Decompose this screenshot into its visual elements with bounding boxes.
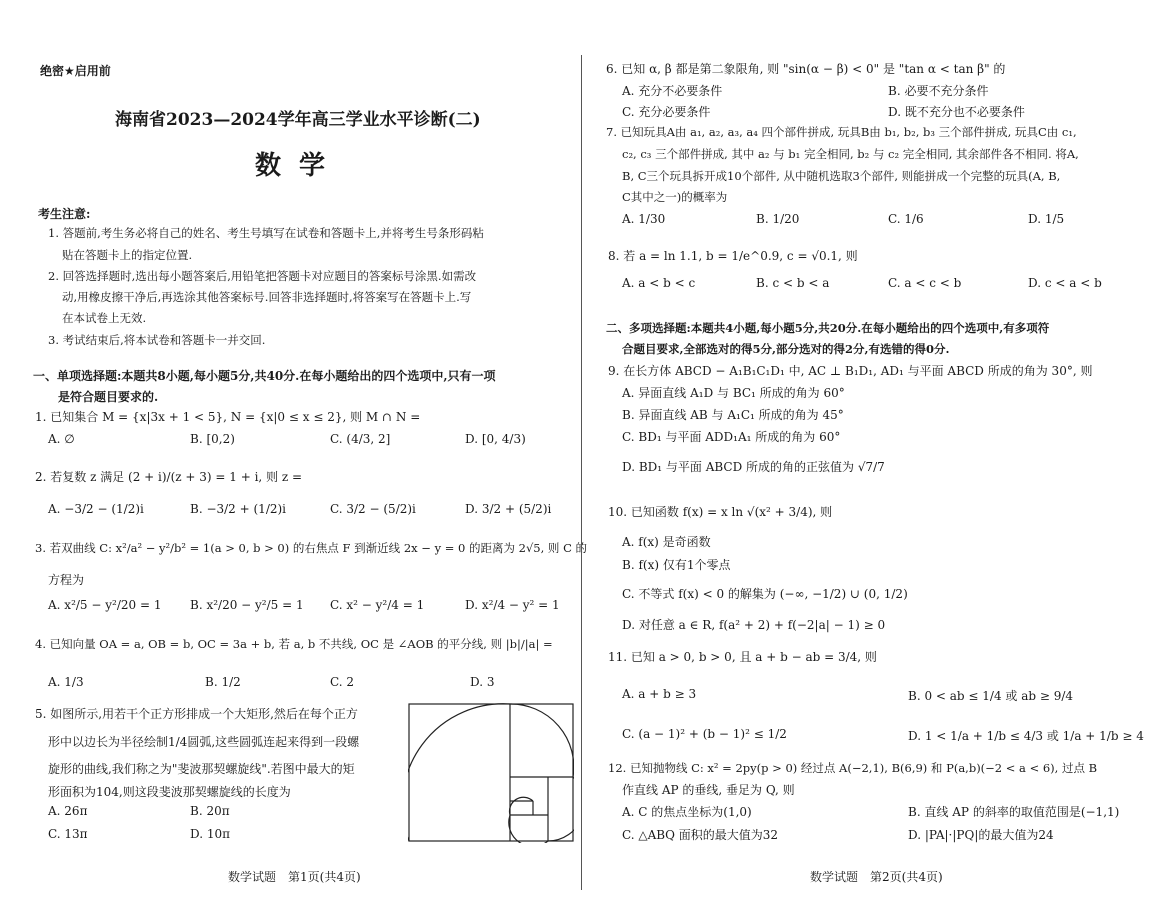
subject-title: 数学 bbox=[255, 151, 344, 181]
notice-line: 2. 回答选择题时,选出每小题答案后,用铅笔把答题卡对应题目的答案标号涂黑.如需改 bbox=[48, 269, 477, 283]
q10-option-a: A. f(x) 是奇函数 bbox=[622, 535, 711, 549]
q12-stem: 12. 已知抛物线 C: x² = 2py(p > 0) 经过点 A(−2,1), B(6,9) 和 P(a,b)(−2 < a < 6), 过点 B bbox=[608, 761, 1098, 775]
q7-line: C其中之一)的概率为 bbox=[622, 190, 728, 204]
q6-stem: 6. 已知 α, β 都是第二象限角, 则 "sin(α − β) < 0" 是 "tan α < tan β" 的 bbox=[606, 62, 1006, 76]
q7-line: B, C三个玩具拆开成10个部件, 从中随机选取3个部件, 则能拼成一个完整的玩具(A, B, bbox=[622, 169, 1061, 183]
notice-line: 贴在答题卡上的指定位置. bbox=[62, 248, 193, 262]
q1-stem: 1. 已知集合 M = {x|3x + 1 < 5}, N = {x|0 ≤ x ≤ 2}, 则 M ∩ N = bbox=[35, 410, 421, 424]
q2-stem: 2. 若复数 z 满足 (2 + i)/(z + 3) = 1 + i, 则 z = bbox=[35, 470, 303, 484]
page-2 bbox=[588, 0, 1176, 900]
section-2-heading: 二、多项选择题:本题共4小题,每小题5分,共20分.在每小题给出的四个选项中,有多项符 bbox=[606, 321, 1050, 335]
q3-option-c: C. x² − y²/4 = 1 bbox=[330, 598, 425, 612]
q12-option-c: C. △ABQ 面积的最大值为32 bbox=[622, 828, 779, 842]
q5-line: 形面积为104,则这段斐波那契螺旋线的长度为 bbox=[48, 785, 291, 799]
q11-option-a: A. a + b ≥ 3 bbox=[622, 687, 697, 701]
q12-option-d: D. |PA|·|PQ|的最大值为24 bbox=[908, 828, 1054, 842]
q9-option-b: B. 异面直线 AB 与 A₁C₁ 所成的角为 45° bbox=[622, 408, 844, 422]
q11-stem: 11. 已知 a > 0, b > 0, 且 a + b − ab = 3/4, 则 bbox=[608, 650, 877, 664]
q10-option-c: C. 不等式 f(x) < 0 的解集为 (−∞, −1/2) ∪ (0, 1/2) bbox=[622, 587, 908, 601]
q10-stem: 10. 已知函数 f(x) = x ln √(x² + 3/4), 则 bbox=[608, 505, 833, 519]
q11-option-c: C. (a − 1)² + (b − 1)² ≤ 1/2 bbox=[622, 727, 787, 741]
q5-line: 旋形的曲线,我们称之为"斐波那契螺旋线".若图中最大的矩 bbox=[48, 762, 355, 776]
q10-option-d: D. 对任意 a ∈ R, f(a² + 2) + f(−2|a| − 1) ≥ 0 bbox=[622, 618, 886, 632]
q5-option-d: D. 10π bbox=[190, 827, 230, 841]
q9-stem: 9. 在长方体 ABCD − A₁B₁C₁D₁ 中, AC ⊥ B₁D₁, AD₁ 与平面 ABCD 所成的角为 30°, 则 bbox=[608, 364, 1093, 378]
q7-line: c₂, c₃ 三个部件拼成, 其中 a₂ 与 b₁ 完全相同, b₂ 与 c₂ 完全相同, 其余部件各不相同. 将A, bbox=[622, 147, 1079, 161]
notice-line: 动,用橡皮擦干净后,再选涂其他答案标号.回答非选择题时,将答案写在答题卡上.写 bbox=[62, 290, 472, 304]
q6-option-d: D. 既不充分也不必要条件 bbox=[888, 105, 1025, 119]
section-2-heading-cont: 合题目要求,全部选对的得5分,部分选对的得2分,有选错的得0分. bbox=[622, 342, 950, 356]
q2-option-b: B. −3/2 + (1/2)i bbox=[190, 502, 287, 516]
notice-line: 在本试卷上无效. bbox=[62, 311, 147, 325]
q12-stem-cont: 作直线 AP 的垂线, 垂足为 Q, 则 bbox=[622, 783, 795, 797]
q8-stem: 8. 若 a = ln 1.1, b = 1/e^0.9, c = √0.1, 则 bbox=[608, 249, 858, 263]
q7-option-d: D. 1/5 bbox=[1028, 212, 1065, 226]
q1-option-c: C. (4/3, 2] bbox=[330, 432, 391, 446]
q4-stem: 4. 已知向量 OA = a, OB = b, OC = 3a + b, 若 a, b 不共线, OC 是 ∠AOB 的平分线, 则 |b|/|a| = bbox=[35, 637, 553, 651]
q6-option-c: C. 充分必要条件 bbox=[622, 105, 711, 119]
q9-option-d: D. BD₁ 与平面 ABCD 所成的角的正弦值为 √7/7 bbox=[622, 460, 885, 474]
q6-option-b: B. 必要不充分条件 bbox=[888, 84, 989, 98]
q3-option-a: A. x²/5 − y²/20 = 1 bbox=[48, 598, 162, 612]
q7-option-a: A. 1/30 bbox=[622, 212, 666, 226]
q4-option-c: C. 2 bbox=[330, 675, 355, 689]
q7-option-c: C. 1/6 bbox=[888, 212, 924, 226]
q3-stem-cont: 方程为 bbox=[48, 573, 85, 587]
q5-option-a: A. 26π bbox=[48, 804, 88, 818]
q6-option-a: A. 充分不必要条件 bbox=[622, 84, 723, 98]
q11-option-b: B. 0 < ab ≤ 1/4 或 ab ≥ 9/4 bbox=[908, 689, 1074, 703]
q2-option-d: D. 3/2 + (5/2)i bbox=[465, 502, 552, 516]
q8-option-b: B. c < b < a bbox=[756, 276, 830, 290]
section-1-heading: 一、单项选择题:本题共8小题,每小题5分,共40分.在每小题给出的四个选项中,只有一项 bbox=[33, 369, 496, 383]
fibonacci-spiral-figure bbox=[408, 703, 574, 843]
q12-option-b: B. 直线 AP 的斜率的取值范围是(−1,1) bbox=[908, 805, 1120, 819]
q3-option-b: B. x²/20 − y²/5 = 1 bbox=[190, 598, 304, 612]
q9-option-c: C. BD₁ 与平面 ADD₁A₁ 所成的角为 60° bbox=[622, 430, 841, 444]
q4-option-b: B. 1/2 bbox=[205, 675, 241, 689]
confidential-label: 绝密★启用前 bbox=[40, 64, 111, 78]
page-2-footer: 数学试题 第2页(共4页) bbox=[810, 870, 943, 884]
notice-line: 3. 考试结束后,将本试卷和答题卡一并交回. bbox=[48, 333, 266, 347]
q12-option-a: A. C 的焦点坐标为(1,0) bbox=[622, 805, 752, 819]
q1-option-a: A. ∅ bbox=[48, 432, 75, 446]
exam-title: 海南省2023—2024学年高三学业水平诊断(二) bbox=[115, 110, 481, 130]
section-1-heading-cont: 是符合题目要求的. bbox=[58, 390, 159, 404]
q10-option-b: B. f(x) 仅有1个零点 bbox=[622, 558, 731, 572]
page-1-footer: 数学试题 第1页(共4页) bbox=[228, 870, 361, 884]
q5-option-c: C. 13π bbox=[48, 827, 88, 841]
q11-option-d: D. 1 < 1/a + 1/b ≤ 4/3 或 1/a + 1/b ≥ 4 bbox=[908, 729, 1144, 743]
q4-option-a: A. 1/3 bbox=[48, 675, 84, 689]
q2-option-c: C. 3/2 − (5/2)i bbox=[330, 502, 416, 516]
q1-option-d: D. [0, 4/3) bbox=[465, 432, 526, 446]
notice-heading: 考生注意: bbox=[38, 207, 91, 221]
q1-option-b: B. [0,2) bbox=[190, 432, 235, 446]
q7-line: 7. 已知玩具A由 a₁, a₂, a₃, a₄ 四个部件拼成, 玩具B由 b₁, b₂, b₃ 三个部件拼成, 玩具C由 c₁, bbox=[606, 125, 1077, 139]
q8-option-a: A. a < b < c bbox=[622, 276, 696, 290]
q5-option-b: B. 20π bbox=[190, 804, 230, 818]
q7-option-b: B. 1/20 bbox=[756, 212, 800, 226]
notice-line: 1. 答题前,考生务必将自己的姓名、考生号填写在试卷和答题卡上,并将考生号条形码粘 bbox=[48, 226, 484, 240]
q4-option-d: D. 3 bbox=[470, 675, 495, 689]
q3-option-d: D. x²/4 − y² = 1 bbox=[465, 598, 560, 612]
page-divider bbox=[581, 55, 582, 890]
q2-option-a: A. −3/2 − (1/2)i bbox=[48, 502, 144, 516]
q9-option-a: A. 异面直线 A₁D 与 BC₁ 所成的角为 60° bbox=[622, 386, 845, 400]
q5-line: 形中以边长为半径绘制1/4圆弧,这些圆弧连起来得到一段螺 bbox=[48, 735, 360, 749]
q3-stem: 3. 若双曲线 C: x²/a² − y²/b² = 1(a > 0, b > 0) 的右焦点 F 到渐近线 2x − y = 0 的距离为 2√5, 则 C 的 bbox=[35, 541, 588, 555]
q8-option-d: D. c < a < b bbox=[1028, 276, 1102, 290]
q5-line: 5. 如图所示,用若干个正方形排成一个大矩形,然后在每个正方 bbox=[35, 707, 358, 721]
q8-option-c: C. a < c < b bbox=[888, 276, 962, 290]
